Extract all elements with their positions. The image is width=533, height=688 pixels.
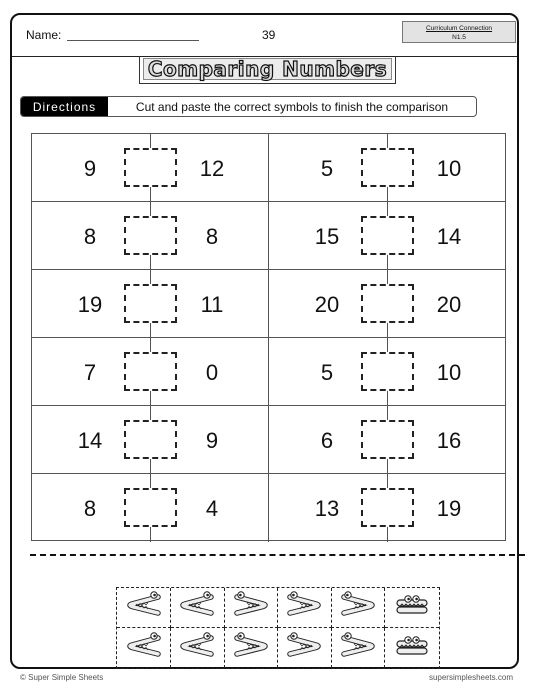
connector-line bbox=[150, 202, 151, 216]
right-number: 4 bbox=[205, 496, 219, 521]
name-line[interactable] bbox=[67, 40, 199, 41]
equal-alligator-icon bbox=[392, 591, 432, 624]
left-number: 15 bbox=[314, 224, 340, 249]
cutout-piece[interactable] bbox=[385, 628, 439, 668]
right-number: 10 bbox=[436, 156, 462, 181]
paste-box[interactable] bbox=[361, 488, 414, 527]
connector-line bbox=[387, 323, 388, 338]
footer-copyright: © Super Simple Sheets bbox=[20, 673, 104, 682]
connector-line bbox=[150, 459, 151, 474]
left-number: 5 bbox=[320, 156, 334, 181]
cutout-piece[interactable] bbox=[278, 628, 332, 668]
right-number: 10 bbox=[436, 360, 462, 385]
paste-box[interactable] bbox=[124, 488, 177, 527]
left-number: 5 bbox=[320, 360, 334, 385]
right-number: 19 bbox=[436, 496, 462, 521]
connector-line bbox=[150, 474, 151, 488]
cutout-piece[interactable] bbox=[117, 628, 171, 668]
curriculum-connection-title: Curriculum Connection bbox=[425, 25, 493, 32]
cutout-piece[interactable] bbox=[224, 588, 278, 628]
connector-line bbox=[387, 255, 388, 270]
cutout-piece[interactable] bbox=[331, 628, 385, 668]
cutout-piece[interactable] bbox=[331, 588, 385, 628]
connector-line bbox=[387, 391, 388, 406]
connector-line bbox=[150, 134, 151, 148]
connector-line bbox=[387, 459, 388, 474]
paste-box[interactable] bbox=[124, 420, 177, 459]
right-number: 11 bbox=[200, 292, 224, 317]
left-number: 8 bbox=[83, 496, 97, 521]
directions-text: Cut and paste the correct symbols to finish the comparison bbox=[135, 99, 449, 114]
comparison-cell bbox=[269, 270, 506, 338]
connector-line bbox=[387, 474, 388, 488]
connector-line bbox=[150, 255, 151, 270]
comparison-cell bbox=[32, 406, 269, 474]
connector-line bbox=[150, 338, 151, 352]
less-than-alligator-icon bbox=[124, 632, 164, 665]
left-number: 7 bbox=[83, 360, 97, 385]
title-frame bbox=[139, 56, 396, 84]
connector-line bbox=[150, 323, 151, 338]
right-number: 20 bbox=[436, 292, 462, 317]
connector-line bbox=[387, 187, 388, 202]
name-label: Name: bbox=[26, 28, 62, 42]
comparison-cell bbox=[269, 134, 506, 202]
right-number: 8 bbox=[205, 224, 219, 249]
comparison-cell bbox=[32, 474, 269, 542]
cutout-piece[interactable] bbox=[171, 628, 225, 668]
left-number: 19 bbox=[77, 292, 103, 317]
paste-box[interactable] bbox=[124, 216, 177, 255]
paste-box[interactable] bbox=[124, 352, 177, 391]
cutout-piece[interactable] bbox=[117, 588, 171, 628]
cutout-piece[interactable] bbox=[385, 588, 439, 628]
paste-box[interactable] bbox=[361, 352, 414, 391]
paste-box[interactable] bbox=[361, 148, 414, 187]
comparison-cell bbox=[269, 338, 506, 406]
left-number: 13 bbox=[314, 496, 340, 521]
left-number: 6 bbox=[320, 428, 334, 453]
greater-than-alligator-icon bbox=[284, 632, 324, 665]
comparison-cell bbox=[269, 406, 506, 474]
paste-box[interactable] bbox=[124, 284, 177, 323]
connector-line bbox=[150, 406, 151, 420]
connector-line bbox=[387, 270, 388, 284]
comparison-cell bbox=[269, 474, 506, 542]
page-number: 39 bbox=[262, 28, 276, 42]
connector-line bbox=[150, 527, 151, 542]
less-than-alligator-icon bbox=[124, 591, 164, 624]
greater-than-alligator-icon bbox=[284, 591, 324, 624]
paste-box[interactable] bbox=[124, 148, 177, 187]
directions-label: Directions bbox=[21, 97, 108, 116]
cutout-piece[interactable] bbox=[224, 628, 278, 668]
right-number: 16 bbox=[436, 428, 462, 453]
comparison-cell bbox=[32, 338, 269, 406]
curriculum-connection-code: N1.5 bbox=[452, 34, 466, 41]
page-title: Comparing Numbers bbox=[147, 57, 388, 81]
greater-than-alligator-icon bbox=[338, 632, 378, 665]
comparison-grid bbox=[31, 133, 506, 541]
less-than-alligator-icon bbox=[177, 591, 217, 624]
comparison-cell bbox=[32, 270, 269, 338]
left-number: 9 bbox=[83, 156, 97, 181]
comparison-cell bbox=[269, 202, 506, 270]
connector-line bbox=[387, 338, 388, 352]
connector-line bbox=[387, 134, 388, 148]
paste-box[interactable] bbox=[361, 420, 414, 459]
cutout-piece[interactable] bbox=[171, 588, 225, 628]
cutout-piece[interactable] bbox=[278, 588, 332, 628]
connector-line bbox=[387, 202, 388, 216]
greater-than-alligator-icon bbox=[231, 632, 271, 665]
cut-line bbox=[30, 554, 525, 556]
right-number: 14 bbox=[436, 224, 462, 249]
curriculum-connection-box bbox=[402, 21, 516, 43]
connector-line bbox=[387, 527, 388, 542]
greater-than-alligator-icon bbox=[231, 591, 271, 624]
left-number: 8 bbox=[83, 224, 97, 249]
equal-alligator-icon bbox=[392, 632, 432, 665]
comparison-cell bbox=[32, 202, 269, 270]
connector-line bbox=[150, 187, 151, 202]
directions-bar bbox=[20, 96, 477, 117]
left-number: 14 bbox=[77, 428, 103, 453]
title-banner bbox=[143, 58, 392, 80]
paste-box[interactable] bbox=[361, 216, 414, 255]
less-than-alligator-icon bbox=[177, 632, 217, 665]
right-number: 9 bbox=[205, 428, 219, 453]
cutout-pieces bbox=[116, 587, 440, 669]
worksheet-page bbox=[10, 13, 519, 669]
connector-line bbox=[150, 391, 151, 406]
paste-box[interactable] bbox=[361, 284, 414, 323]
comparison-cell bbox=[32, 134, 269, 202]
left-number: 20 bbox=[314, 292, 340, 317]
connector-line bbox=[150, 270, 151, 284]
connector-line bbox=[387, 406, 388, 420]
right-number: 0 bbox=[205, 360, 219, 385]
greater-than-alligator-icon bbox=[338, 591, 378, 624]
footer-website: supersimplesheets.com bbox=[428, 673, 513, 682]
right-number: 12 bbox=[199, 156, 225, 181]
